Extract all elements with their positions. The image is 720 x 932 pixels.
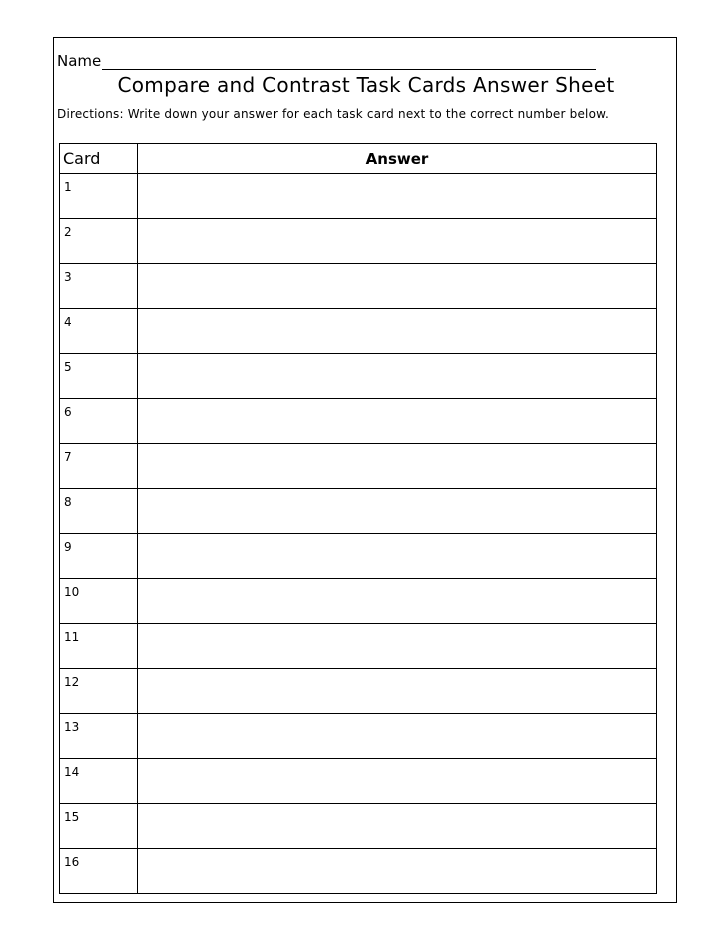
answer-cell[interactable] — [138, 534, 657, 579]
name-line — [102, 55, 596, 70]
answer-cell[interactable] — [138, 714, 657, 759]
answer-cell[interactable] — [138, 804, 657, 849]
column-header-answer: Answer — [138, 144, 657, 174]
answer-cell[interactable] — [138, 264, 657, 309]
table-row — [60, 219, 657, 264]
answer-cell[interactable] — [138, 399, 657, 444]
answer-cell[interactable] — [138, 354, 657, 399]
card-number: 11 — [60, 624, 138, 669]
answer-cell[interactable] — [138, 489, 657, 534]
page-title: Compare and Contrast Task Cards Answer Sheet — [117, 73, 615, 97]
table-row — [60, 309, 657, 354]
card-number: 12 — [60, 669, 138, 714]
directions-text: Directions: Write down your answer for each task card next to the correct number below. — [57, 107, 610, 121]
answer-rows — [60, 174, 657, 894]
answer-cell[interactable] — [138, 579, 657, 624]
card-number: 14 — [60, 759, 138, 804]
table-row — [60, 804, 657, 849]
name-row — [57, 52, 596, 70]
card-number: 13 — [60, 714, 138, 759]
table-header-row — [60, 144, 657, 174]
table-row — [60, 264, 657, 309]
answer-cell[interactable] — [138, 309, 657, 354]
answer-cell[interactable] — [138, 174, 657, 219]
table-row — [60, 759, 657, 804]
table-row — [60, 579, 657, 624]
table-row — [60, 444, 657, 489]
card-number: 10 — [60, 579, 138, 624]
name-label: Name — [57, 52, 102, 70]
table-row — [60, 174, 657, 219]
table-row — [60, 399, 657, 444]
answer-cell[interactable] — [138, 444, 657, 489]
answer-cell[interactable] — [138, 759, 657, 804]
card-number: 15 — [60, 804, 138, 849]
table-row — [60, 624, 657, 669]
column-header-card: Card — [60, 144, 138, 174]
answer-cell[interactable] — [138, 219, 657, 264]
table-row — [60, 354, 657, 399]
table-row — [60, 489, 657, 534]
card-number: 9 — [60, 534, 138, 579]
table-row — [60, 849, 657, 894]
answer-cell[interactable] — [138, 849, 657, 894]
card-number: 6 — [60, 399, 138, 444]
answer-cell[interactable] — [138, 669, 657, 714]
table-row — [60, 669, 657, 714]
card-number: 8 — [60, 489, 138, 534]
answer-table — [59, 143, 657, 894]
card-number: 1 — [60, 174, 138, 219]
card-number: 3 — [60, 264, 138, 309]
table-row — [60, 534, 657, 579]
answer-sheet — [53, 37, 677, 903]
answer-cell[interactable] — [138, 624, 657, 669]
table-row — [60, 714, 657, 759]
card-number: 5 — [60, 354, 138, 399]
card-number: 7 — [60, 444, 138, 489]
card-number: 2 — [60, 219, 138, 264]
card-number: 16 — [60, 849, 138, 894]
card-number: 4 — [60, 309, 138, 354]
